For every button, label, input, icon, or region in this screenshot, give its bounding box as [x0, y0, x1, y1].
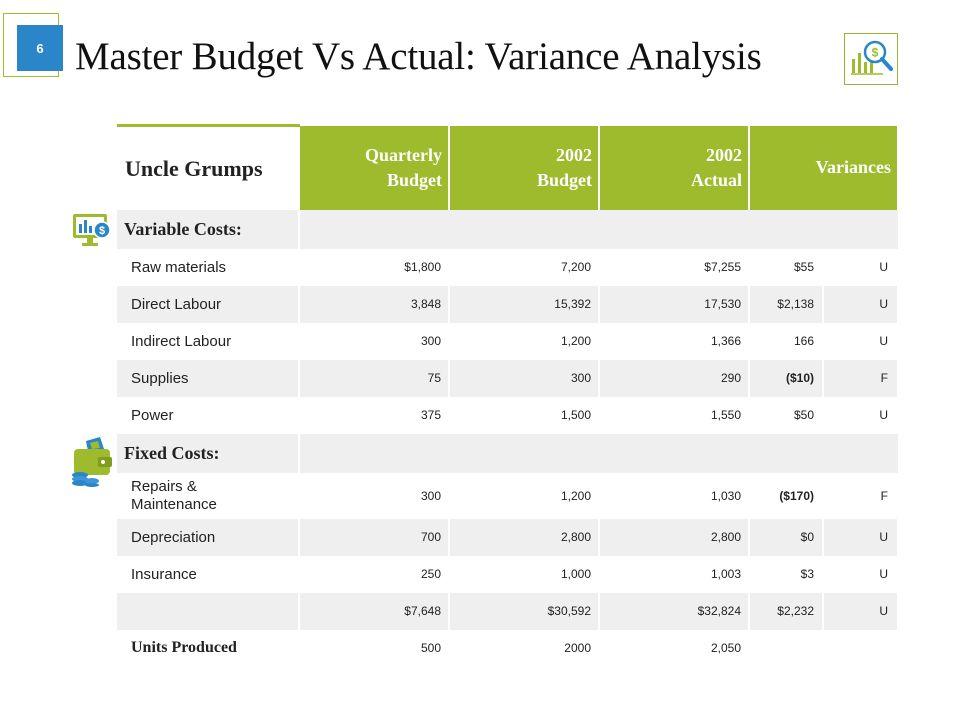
cell-2002-actual: 2,800: [599, 519, 749, 556]
cell-variance-flag: U: [823, 397, 898, 434]
cell-2002-actual: 290: [599, 360, 749, 397]
table-row: [117, 556, 898, 593]
cell-variance-amount: $2,138: [749, 286, 823, 323]
table-row: [117, 286, 898, 323]
cell-variance-amount: $3: [749, 556, 823, 593]
cell-2002-actual: 1,003: [599, 556, 749, 593]
cell-quarterly-budget: 375: [299, 397, 449, 434]
header-quarterly-budget: [299, 126, 449, 210]
cell-2002-actual: 1,550: [599, 397, 749, 434]
row-label: Units Produced: [117, 630, 299, 667]
cell-variance-flag: U: [823, 593, 898, 630]
cell-2002-budget: 1,000: [449, 556, 599, 593]
cell-variance-flag: F: [823, 360, 898, 397]
cell-variance-amount: 166: [749, 323, 823, 360]
header-line: Quarterly: [365, 144, 442, 165]
table-header-row: [117, 126, 898, 210]
cell-variance-amount: $50: [749, 397, 823, 434]
cell-variance-flag: U: [823, 249, 898, 286]
cell-2002-budget: 1,200: [449, 323, 599, 360]
cell-quarterly-budget: 3,848: [299, 286, 449, 323]
header-line: 2002: [706, 144, 742, 165]
wallet-coins-icon: [70, 437, 114, 492]
section-fill: [299, 434, 898, 473]
cell-2002-budget-units: 2000: [449, 630, 599, 667]
cell-variance-amount: [749, 630, 823, 667]
company-name: Uncle Grumps: [117, 126, 299, 210]
cell-2002-budget: 15,392: [449, 286, 599, 323]
table-row: [117, 360, 898, 397]
cell-quarterly-budget: $1,800: [299, 249, 449, 286]
header-line: 2002: [556, 144, 592, 165]
row-label: Depreciation: [117, 519, 299, 556]
header-2002-budget: [449, 126, 599, 210]
cell-variance-amount: ($10): [749, 360, 823, 397]
svg-text:$: $: [871, 45, 879, 60]
cell-2002-budget: 300: [449, 360, 599, 397]
header-line: Budget: [536, 169, 592, 190]
header-line: Budget: [386, 169, 442, 190]
svg-text:$: $: [98, 225, 106, 237]
cell-2002-budget: 7,200: [449, 249, 599, 286]
cell-2002-actual-total: $32,824: [599, 593, 749, 630]
cell-variance-amount: $0: [749, 519, 823, 556]
section-title-fixed-costs: Fixed Costs:: [117, 434, 299, 473]
table-row: [117, 473, 898, 519]
section-title-variable-costs: Variable Costs:: [117, 210, 299, 249]
row-label: Supplies: [117, 360, 299, 397]
header-variances: Variances: [749, 126, 898, 210]
cell-2002-budget: 1,200: [449, 473, 599, 519]
table-row: [117, 519, 898, 556]
cell-variance-amount: ($170): [749, 473, 823, 519]
total-row: [117, 593, 898, 630]
units-produced-row: [117, 630, 898, 667]
page-title: Master Budget Vs Actual: Variance Analysis: [75, 35, 762, 78]
cell-quarterly-budget: 300: [299, 473, 449, 519]
cell-quarterly-budget: 300: [299, 323, 449, 360]
cell-variance-flag: F: [823, 473, 898, 519]
header-line: Actual: [691, 169, 742, 190]
cell-2002-actual: 1,366: [599, 323, 749, 360]
row-label: Insurance: [117, 556, 299, 593]
cell-variance-total: $2,232: [749, 593, 823, 630]
cell-quarterly-budget: 700: [299, 519, 449, 556]
cell-2002-actual-units: 2,050: [599, 630, 749, 667]
slide-number-badge: 6: [17, 25, 63, 71]
cell-variance-flag: U: [823, 519, 898, 556]
cell-2002-actual: 1,030: [599, 473, 749, 519]
analytics-magnifier-icon: [844, 33, 898, 85]
cell-2002-budget-total: $30,592: [449, 593, 599, 630]
cell-variance-flag: [823, 630, 898, 667]
cell-2002-budget: 2,800: [449, 519, 599, 556]
section-row-variable-costs: [117, 210, 898, 249]
cell-2002-actual: $7,255: [599, 249, 749, 286]
cell-variance-flag: U: [823, 323, 898, 360]
header-2002-actual: [599, 126, 749, 210]
table-row: [117, 323, 898, 360]
section-row-fixed-costs: [117, 434, 898, 473]
budget-variance-table: [117, 124, 899, 667]
table-row: [117, 397, 898, 434]
cell-quarterly-budget: 75: [299, 360, 449, 397]
row-label: Repairs & Maintenance: [117, 473, 299, 519]
cell-quarterly-budget: 250: [299, 556, 449, 593]
cell-2002-actual: 17,530: [599, 286, 749, 323]
section-fill: [299, 210, 898, 249]
row-label: Indirect Labour: [117, 323, 299, 360]
cell-quarterly-units: 500: [299, 630, 449, 667]
row-label: Direct Labour: [117, 286, 299, 323]
cell-variance-flag: U: [823, 556, 898, 593]
table-row: [117, 249, 898, 286]
row-label: [117, 593, 299, 630]
cell-quarterly-budget-total: $7,648: [299, 593, 449, 630]
monitor-dollar-chart-icon: [72, 212, 114, 253]
cell-variance-amount: $55: [749, 249, 823, 286]
cell-2002-budget: 1,500: [449, 397, 599, 434]
cell-variance-flag: U: [823, 286, 898, 323]
row-label: Raw materials: [117, 249, 299, 286]
row-label: Power: [117, 397, 299, 434]
